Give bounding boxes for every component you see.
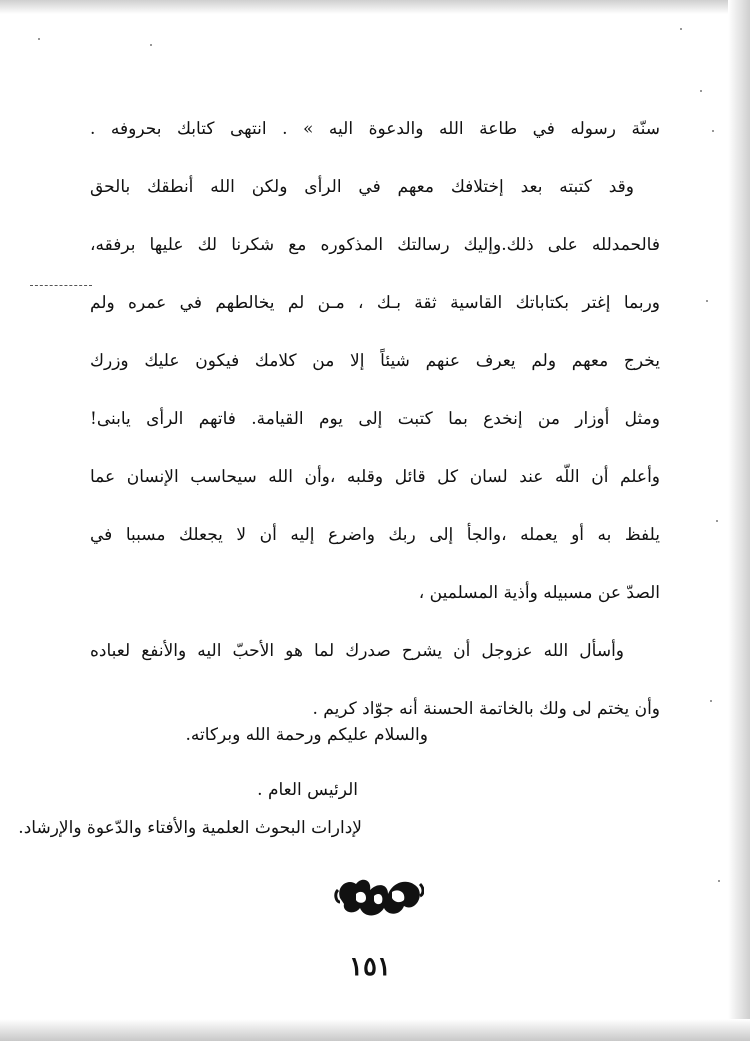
signatory-department: لإدارات البحوث العلمية والأفتاء والدّعوة والإرشاد. (18, 818, 362, 838)
body-line-11: وأن يختم لى ولك بالخاتمة الحسنة أنه جوّاد كريم . (312, 699, 660, 719)
scan-shadow-top (0, 0, 750, 14)
body-line-6: ومثل أوزار من إنخدع بما كتبت إلى يوم القيامة. فاتهم الرأى يابنى! (90, 409, 660, 429)
calligraphic-seal-ornament-icon (334, 872, 424, 920)
body-line-2: وقد كتبته بعد إختلافك معهم في الرأى ولكن الله أنطقك بالحق (90, 177, 634, 197)
body-line-9: الصدّ عن مسبيله وأذية المسلمين ، (418, 583, 660, 603)
scan-shadow-right (728, 0, 750, 1041)
body-line-10: وأسأل الله عزوجل أن يشرح صدرك لما هو الأحبّ اليه والأنفع لعباده (90, 641, 624, 661)
body-line-8: يلفظ به أو يعمله ،والجأ إلى ربك واضرع إليه أن لا يجعلك مسببا في (90, 525, 660, 545)
scan-shadow-bottom (0, 1019, 750, 1041)
scan-speck (680, 28, 682, 30)
scan-speck (38, 38, 40, 40)
body-line-1: سنّة رسوله في طاعة الله والدعوة اليه » . انتهى كتابك بحروفه . (90, 119, 660, 139)
scan-speck (706, 300, 708, 302)
scan-artifact-dash (30, 285, 92, 287)
scan-speck (716, 520, 718, 522)
scan-speck (712, 130, 714, 132)
page-number: ١٥١ (349, 952, 391, 982)
scan-speck (718, 880, 720, 882)
body-line-4: وربما إغتر بكتاباتك القاسية ثقة بـك ، مـن لم يخالطهم في عمره ولم (90, 293, 660, 313)
body-line-3: فالحمدلله على ذلك.وإليك رسالتك المذكوره مع شكرنا لك عليها برفقه، (90, 235, 660, 255)
scan-speck (710, 700, 712, 702)
scan-speck (700, 90, 702, 92)
body-line-5: يخرج معهم ولم يعرف عنهم شيئاً إلا من كلامك فيكون عليك وزرك (90, 351, 660, 371)
signatory-title: الرئيس العام . (257, 780, 358, 800)
letter-body (90, 112, 660, 750)
scan-speck (150, 44, 152, 46)
closing-salutation: والسلام عليكم ورحمة الله وبركاته. (185, 725, 428, 745)
body-line-7: وأعلم أن اللّه عند لسان كل قائل وقلبه ،وأن الله سيحاسب الإنسان عما (90, 467, 660, 487)
